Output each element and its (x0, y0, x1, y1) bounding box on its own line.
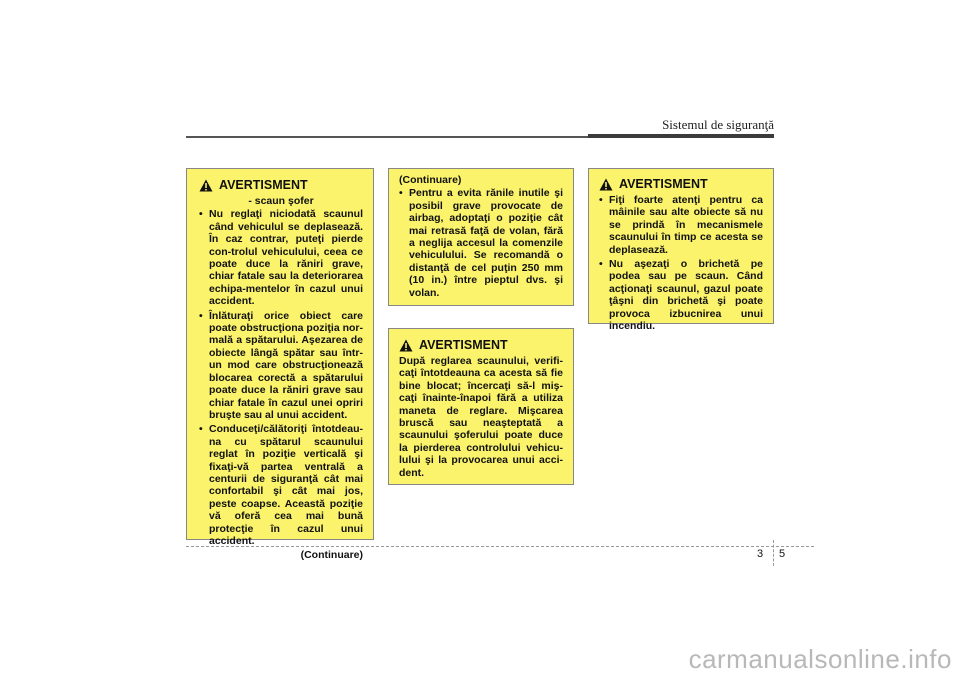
warning-heading-label: AVERTISMENT (219, 178, 308, 193)
watermark: carmanualsonline.info (688, 644, 952, 674)
header-rule-accent (588, 134, 774, 138)
warning-heading (599, 178, 763, 191)
warning-triangle-icon (199, 179, 213, 192)
continuation-label: (Continuare) (399, 174, 462, 186)
list-item: • Nu reglaţi niciodată scaunul când vehiculul se deplasează. În caz contrar, puteţi pierde con-trolul vehiculului, ceea ce poate duce la răniri grave, chiar fatale sau la deteriorarea echipa-mentelor în cazul unui accident. (199, 208, 363, 307)
warning-heading-label: AVERTISMENT (419, 338, 508, 353)
warning-list (399, 187, 563, 299)
footer-divider (773, 540, 774, 566)
warning-box-seat-driver (186, 168, 374, 562)
warning-list (199, 208, 363, 547)
warning-subtitle: - scaun şofer (248, 195, 314, 207)
warning-box-seat-mechanism (588, 168, 774, 333)
list-item: • Nu aşezaţi o brichetă pe podea sau pe scaun. Când acţionaţi scaunul, gazul poate ţâşni din brichetă şi poate provoca izbucnirea unui incendiu. (599, 258, 763, 332)
warning-heading (399, 339, 563, 352)
page-number: 5 (779, 548, 786, 560)
list-item: • Pentru a evita rănile inutile şi posibil grave provocate de airbag, adoptaţi o poziţie cât mai retrasă faţă de volan, fără a neglija accesul la comenzile vehiculului. Se recomandă o distanţă de cel puţin 250 mm (10 in.) între pieptul dvs. şi volan. (399, 187, 563, 299)
warning-box-seat-lock (388, 328, 574, 485)
warning-triangle-icon (399, 339, 413, 352)
list-item: • Conduceţi/călătoriţi întotdeau-na cu spătarul scaunului reglat în poziţie verticală şi fixaţi-vă partea ventrală a centurii de siguranţă cât mai confortabil şi cât mai jos, peste coapse. Această poziţie vă oferă cea mai bună protecţie în cazul unui accident. (199, 423, 363, 547)
warning-text: După reglarea scaunului, verifi-caţi întotdeauna ca acesta să fie bine blocat; încercaţi să-l miş-caţi înainte-înapoi fără a utiliza maneta de reglare. Mişcarea bruscă sau neaşteptată a scaunului şoferului poate duce la pierderea controlului vehicu-lului şi la provocarea unui acci-dent. (399, 355, 563, 479)
page-chapter-number: 3 (757, 548, 764, 560)
list-item: • Fiţi foarte atenţi pentru ca mâinile sau alte obiecte să nu se prindă în mecanismele scaunului în timp ce acesta se deplasează. (599, 194, 763, 256)
footer-rule (186, 546, 814, 547)
continued-box (388, 168, 574, 306)
continuation-label: (Continuare) (300, 549, 363, 562)
list-item: • Înlăturaţi orice obiect care poate obstrucţiona poziţia nor-mală a spătarului. Aşezarea de obiecte lângă spătar sau într-un mod care obstrucţionează blocarea corectă a spătarului poate duce la răniri grave sau chiar fatale în cazul unei opriri bruşte sau al unui accident. (199, 310, 363, 422)
warning-list (599, 194, 763, 332)
warning-heading-label: AVERTISMENT (619, 177, 708, 192)
warning-triangle-icon (599, 178, 613, 191)
warning-heading (199, 179, 363, 192)
page-header-title: Sistemul de siguranţă (662, 117, 774, 132)
